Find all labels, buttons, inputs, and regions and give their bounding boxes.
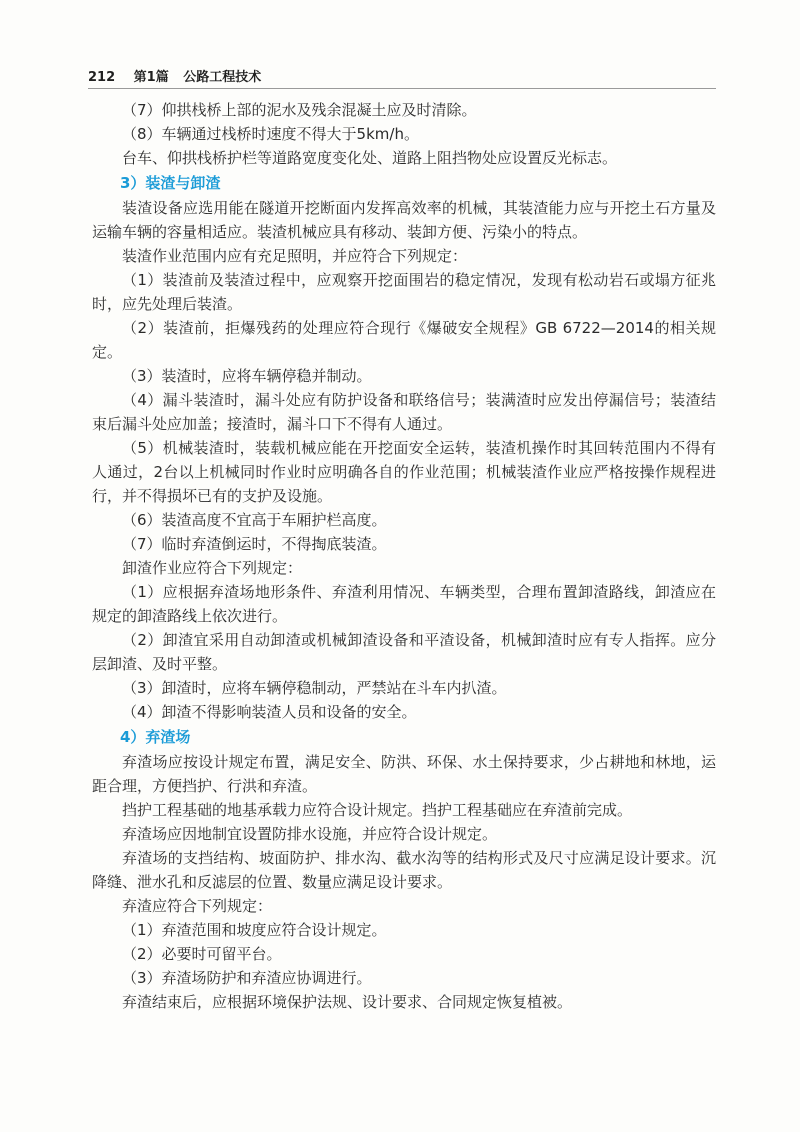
paragraph: 弃渣场应因地制宜设置防排水设施，并应符合设计规定。 [122,825,498,843]
paragraph: （1）弃渣范围和坡度应符合设计规定。 [122,921,387,939]
paragraph: 卸渣作业应符合下列规定： [122,559,303,577]
running-header [88,66,716,88]
paragraph: （7）仰拱栈桥上部的泥水及残余混凝土应及时清除。 [122,101,477,119]
paragraph: （6）装渣高度不宜高于车厢护栏高度。 [122,511,387,529]
paragraph: （7）临时弃渣倒运时，不得掏底装渣。 [122,535,387,553]
paragraph: （5）机械装渣时，装载机械应能在开挖面安全运转，装渣机操作时其回转范围内不得有人通过，2台以上机械同时作业时应明确各自的作业范围；机械装渣作业应严格按操作规程进行，并不得损坏已有的支护及设施。 [92,439,716,505]
paragraph: 装渣设备应选用能在隧道开挖断面内发挥高效率的机械，其装渣能力应与开挖土石方量及运输车辆的容量相适应。装渣机械应具有移动、装卸方便、污染小的特点。 [92,199,716,241]
paragraph: 弃渣场的支挡结构、坡面防护、排水沟、截水沟等的结构形式及尺寸应满足设计要求。沉降缝、泄水孔和反滤层的位置、数量应满足设计要求。 [92,849,716,891]
paragraph: （2）装渣前，拒爆残药的处理应符合现行《爆破安全规程》GB 6722—2014的相关规定。 [92,319,716,361]
body-text [92,98,716,1014]
paragraph: （8）车辆通过栈桥时速度不得大于5km/h。 [122,125,419,143]
paragraph: （2）卸渣宜采用自动卸渣或机械卸渣设备和平渣设备，机械卸渣时应有专人指挥。应分层卸渣、及时平整。 [92,631,716,673]
paragraph: （1）应根据弃渣场地形条件、弃渣利用情况、车辆类型，合理布置卸渣路线，卸渣应在规定的卸渣路线上依次进行。 [92,583,716,625]
section-heading: 3）装渣与卸渣 [120,174,221,192]
paragraph: （3）弃渣场防护和弃渣应协调进行。 [122,969,372,987]
paragraph: （2）必要时可留平台。 [122,945,282,963]
paragraph: （3）卸渣时，应将车辆停稳制动，严禁站在斗车内扒渣。 [122,679,507,697]
section-heading: 4）弃渣场 [120,728,191,746]
paragraph: （1）装渣前及装渣过程中，应观察开挖面围岩的稳定情况，发现有松动岩石或塌方征兆时，应先处理后装渣。 [92,271,716,313]
paragraph: 挡护工程基础的地基承载力应符合设计规定。挡护工程基础应在弃渣前完成。 [122,801,633,819]
paragraph: （4）卸渣不得影响装渣人员和设备的安全。 [122,703,417,721]
paragraph: 弃渣结束后，应根据环境保护法规、设计要求、合同规定恢复植被。 [122,993,573,1011]
page-number: 212 [88,70,116,85]
paragraph: 弃渣场应按设计规定布置，满足安全、防洪、环保、水土保持要求，少占耕地和林地，运距合理，方便挡护、行洪和弃渣。 [92,753,716,795]
paragraph: 弃渣应符合下列规定： [122,897,273,915]
paragraph: （4）漏斗装渣时，漏斗处应有防护设备和联络信号；装满渣时应发出停漏信号；装渣结束后漏斗处应加盖；接渣时，漏斗口下不得有人通过。 [92,391,716,433]
paragraph: 台车、仰拱栈桥护栏等道路宽度变化处、道路上阻挡物处应设置反光标志。 [122,149,618,167]
part-title: 公路工程技术 [183,70,262,85]
paragraph: （3）装渣时，应将车辆停稳并制动。 [122,367,372,385]
paragraph: 装渣作业范围内应有充足照明，并应符合下列规定： [122,247,468,265]
part-label: 第1篇 [133,70,169,85]
header-rule [88,88,716,89]
